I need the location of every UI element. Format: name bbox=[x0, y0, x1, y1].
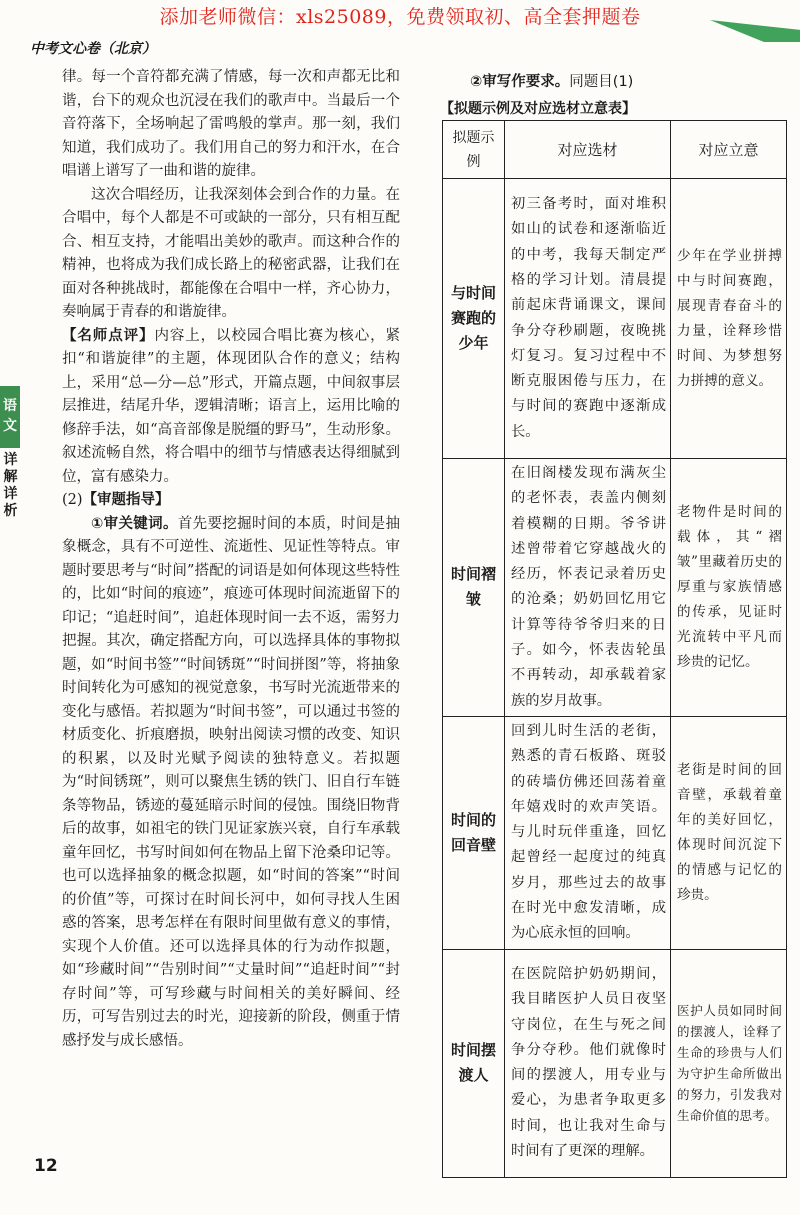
right-column-head bbox=[440, 70, 790, 118]
table-row bbox=[443, 716, 787, 949]
row-meaning: 医护人员如同时间的摆渡人，诠释了生命的珍贵与人们为守护生命所做出的努力，引发我对生命价值的思考。 bbox=[671, 949, 787, 1177]
table-header-row bbox=[443, 121, 787, 179]
left-column bbox=[62, 66, 400, 1053]
keyword-guide bbox=[62, 513, 400, 1054]
table-row bbox=[443, 459, 787, 717]
book-header: 中考文心卷（北京） bbox=[30, 41, 156, 57]
teacher-comment bbox=[62, 325, 400, 490]
requirement-text: 同题目(1) bbox=[569, 74, 634, 90]
promo-watermark: 添加老师微信：xls25089，免费领取初、高全套押题卷 bbox=[159, 6, 641, 28]
keyword-text: 首先要挖掘时间的本质，时间是抽象概念，具有不可逆性、流逝性、见证性等特点。审题时要思考与“时间”搭配的词语是如何体现这些特性的，比如“时间的痕迹”，痕迹可体现时间流逝留下的印记；“追赶时间”，追赶体现时间一去不返，需努力把握。其次，确定搭配方向，可以选择具体的事物拟题，如“时间书签”“时间锈斑”“时间拼图”等，将抽象时间转化为可感知的视觉意象，书写时光流逝带来的变化与感悟。若拟题为“时间书签”，可以通过书签的材质变化、折痕磨损，映射出阅读习惯的改变、知识的积累，以及时光赋予阅读的独特意义。若拟题为“时间锈斑”，则可以聚焦生锈的铁门、旧自行车链条等物品，锈迹的蔓延暗示时间的侵蚀。围绕旧物背后的故事，如祖宅的铁门见证家族兴衰，自行车承载童年回忆，书写时间如何在物品上留下沧桑印记等。也可以选择抽象的概念拟题，如“时间的答案”“时间的价值”等，可探讨在时间长河中，如何寻找人生困惑的答案，思考怎样在有限时间里做有意义的事情，实现个人价值。还可以选择具体的行为动作拟题，如“珍藏时间”“告别时间”“丈量时间”“追赶时间”“封存时间”等，可写珍藏与时间相关的美好瞬间、经历，可写告别过去的时光，迎接新的阶段，侧重于情感抒发与成长感悟。 bbox=[62, 515, 400, 1049]
row-material: 在旧阁楼发现布满灰尘的老怀表，表盖内侧刻着模糊的日期。爷爷讲述曾带着它穿越战火的经历，怀表记录着历史的沧桑；奶奶回忆用它计算等待爷爷归来的日子。如今，怀表齿轮虽不再转动，却承载着家族的岁月故事。 bbox=[505, 459, 671, 717]
subject-tab: 语文 bbox=[0, 386, 20, 448]
writing-requirement bbox=[440, 70, 790, 91]
guide-heading bbox=[62, 489, 400, 513]
section-label: 详解详析 bbox=[3, 452, 18, 519]
table-row bbox=[443, 179, 787, 459]
guide-number: (2) bbox=[62, 492, 83, 508]
row-title: 与时间赛跑的少年 bbox=[443, 179, 505, 459]
guide-label: 【审题指导】 bbox=[82, 492, 170, 508]
topic-table bbox=[442, 120, 787, 1178]
keyword-label: ①审关键词。 bbox=[91, 515, 178, 532]
comment-label: 【名师点评】 bbox=[62, 327, 155, 344]
essay-paragraph: 这次合唱经历，让我深刻体会到合作的力量。在合唱中，每个人都是不可或缺的一部分，只有相互配合、相互支持，才能唱出美妙的歌声。而这种合作的精神，也将成为我们成长路上的秘密武器，让我们在面对各种挑战时，都能像在合唱中一样，齐心协力，奏响属于青春的和谐旋律。 bbox=[62, 186, 400, 320]
page-number: 12 bbox=[34, 1156, 58, 1176]
row-meaning: 老物件是时间的载体，其“褶皱”里藏着历史的厚重与家族情感的传承，见证时光流转中平凡而珍贵的记忆。 bbox=[671, 459, 787, 717]
header-meaning: 对应立意 bbox=[671, 121, 787, 179]
table-title: 【拟题示例及对应选材立意表】 bbox=[440, 101, 636, 117]
row-material: 在医院陪护奶奶期间，我目睹医护人员日夜坚守岗位，在生与死之间争分夺秒。他们就像时间的摆渡人，用专业与爱心，为患者争取更多时间，也让我对生命与时间有了更深的理解。 bbox=[505, 949, 671, 1177]
row-meaning: 老街是时间的回音壁，承载着童年的美好回忆，体现时间沉淀下的情感与记忆的珍贵。 bbox=[671, 716, 787, 949]
essay-paragraph: 律。每一个音符都充满了情感，每一次和声都无比和谐，台下的观众也沉浸在我们的歌声中。当最后一个音符落下，全场响起了雷鸣般的掌声。那一刻，我们知道，我们成功了。我们用自己的努力和汗水，在合唱谱上谱写了一曲和谐的旋律。 bbox=[62, 69, 400, 179]
table-row bbox=[443, 949, 787, 1177]
row-material: 回到儿时生活的老街，熟悉的青石板路、斑驳的砖墙仿佛还回荡着童年嬉戏时的欢声笑语。与儿时玩伴重逢，回忆起曾经一起度过的纯真岁月，那些过去的故事在时光中愈发清晰，成为心底永恒的回响。 bbox=[505, 716, 671, 949]
row-title: 时间褶皱 bbox=[443, 459, 505, 717]
row-material: 初三备考时，面对堆积如山的试卷和逐渐临近的中考，我每天制定严格的学习计划。清晨提前起床背诵课文，课间争分夺秒刷题，夜晚挑灯复习。复习过程中不断克服困倦与压力，在与时间的赛跑中逐渐成长。 bbox=[505, 179, 671, 459]
header-material: 对应选材 bbox=[505, 121, 671, 179]
row-meaning: 少年在学业拼搏中与时间赛跑，展现青春奋斗的力量，诠释珍惜时间、为梦想努力拼搏的意义。 bbox=[671, 179, 787, 459]
requirement-label: ②审写作要求。 bbox=[470, 74, 570, 90]
comment-text: 内容上，以校园合唱比赛为核心，紧扣“和谐旋律”的主题，体现团队合作的意义；结构上，采用“总—分—总”形式，开篇点题，中间叙事层层推进，结尾升华，逻辑清晰；语言上，运用比喻的修辞手法，如“高音部像是脱缰的野马”，生动形象。叙述流畅自然，将合唱中的细节与情感表达得细腻到位，富有感染力。 bbox=[62, 327, 401, 485]
header-title: 拟题示例 bbox=[443, 121, 505, 179]
row-title: 时间摆渡人 bbox=[443, 949, 505, 1177]
row-title: 时间的回音壁 bbox=[443, 716, 505, 949]
